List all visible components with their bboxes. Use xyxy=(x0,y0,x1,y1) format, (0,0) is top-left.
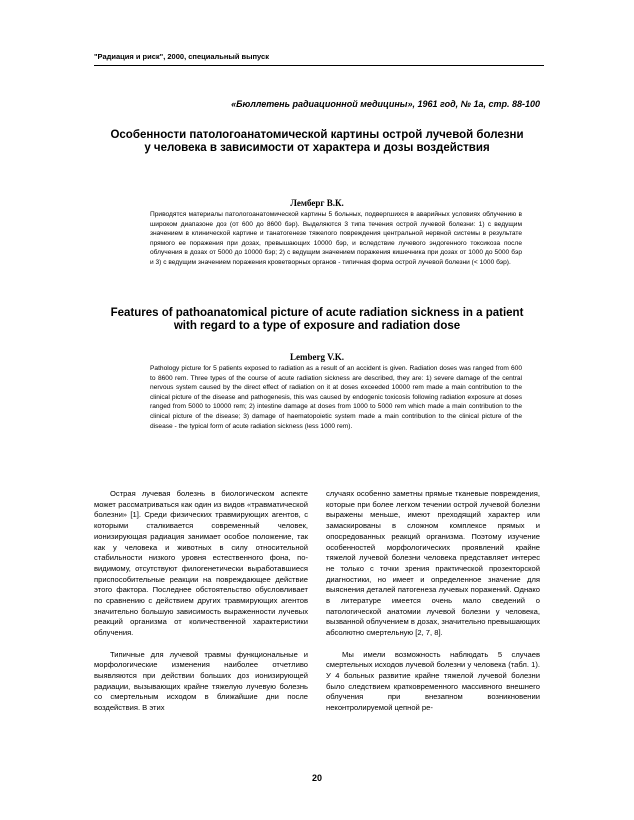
body-paragraph: Мы имели возможность наблюдать 5 случаев смертельных исходов лучевой болезни у человека (табл. 1). У 4 больных развитие крайне тяжелой лучевой болезни было следствием кратковременного массивного внешнего облучения при внезапном возникновении неконтролируемой цепной ре- xyxy=(326,649,540,713)
body-column-left xyxy=(94,489,308,714)
english-author: Lemberg V.K. xyxy=(290,352,344,362)
running-header: "Радиация и риск", 2000, специальный выпуск xyxy=(94,52,269,61)
russian-title: Особенности патологоанатомической картины острой лучевой болезни у человека в зависимости от характера и дозы воздействия xyxy=(110,129,524,154)
body-paragraph: Острая лучевая болезнь в биологическом аспекте может рассматриваться как один из видов «травматической болезни» [1]. Среди физических травмирующих агентов, с которыми сталкивается современный человек, ионизирующая радиация занимает особое положение, так как у человека и животных в силу относительной стабильности низкого уровня естественного фона, по-видимому, отсутствуют филогенетически выработавшиеся приспособительные реакции на повреждающее действие этого фактора. Последнее обстоятельство обусловливает по сравнению с действием других травмирующих агентов значительно большую зависимость выраженности лучевых реакций организма от количественной характеристики облучения. xyxy=(94,489,308,638)
source-citation: «Бюллетень радиационной медицины», 1961 год, № 1а, стр. 88-100 xyxy=(231,99,540,109)
header-rule xyxy=(94,65,544,66)
english-title: Features of pathoanatomical picture of acute radiation sickness in a patient with regard to a type of exposure and radiation dose xyxy=(110,307,524,332)
body-paragraph: случаях особенно заметны прямые тканевые повреждения, которые при более легком течении острой лучевой болезни выражены меньше, имеют преходящий характер или замаскированы в сложном комплексе прямых и опосредованных реакций организма. Поэтому изучение особенностей морфологических проявлений крайне тяжелой лучевой болезни человека представляет интерес не только с точки зрения практической прозекторской диагностики, но имеет и определенное значение для выяснения деталей патогенеза лучевых поражений. Однако в литературе имеется очень мало сведений о патологической анатомии лучевой болезни у человека, вызванной облучением в дозах, значительно превышающих абсолютно смертельную [2, 7, 8]. xyxy=(326,489,540,638)
body-column-right xyxy=(326,489,540,714)
russian-author: Лемберг В.К. xyxy=(290,198,344,208)
page-number: 20 xyxy=(311,773,322,783)
russian-abstract: Приводятся материалы патологоанатомической картины 5 больных, подвергшихся в аварийных условиях облучению в широком диапазоне доз (от 600 до 8600 бэр). Выделяются 3 типа течения острой лучевой болезни: 1) с ведущим значением в клинической картине и танатогенезе тяжелого повреждения центральной нервной системы в результате прямого ее поражения при дозах, превышающих 10000 бэр, и вследствие лучевого эндогенного токсикоза после облучения в дозах от 5000 до 10000 бэр; 2) с ведущим значением поражения кишечника при дозах от 1000 до 5000 бэр и 3) с ведущим значением поражения кроветворных органов - типичная форма острой лучевой болезни (< 1000 бэр). xyxy=(150,211,522,266)
body-paragraph: Типичные для лучевой травмы функциональные и морфологические изменения наиболее отчетливо выявляются при действии больших доз ионизирующей радиации, вызывающих крайне тяжелую лучевую болезнь со смертельным исходом в ближайшие дни после воздействия. В этих xyxy=(94,649,308,713)
english-abstract: Pathology picture for 5 patients exposed to radiation as a result of an accident is given. Radiation doses was ranged from 600 to 8600 rem. Three types of the course of acute radiation sickness are described, they are: 1) severe damage of the central nervous system caused by the direct effect of radiation on it at doses exceeded 10000 rem made a main contribution to the clinical picture of the disease and pathogenesis, this was caused by endogenic toxicosis following radiation exposure at doses ranged from 5000 to 10000 rem; 2) intestine damage at doses from 1000 to 5000 rem which made a main contribution to the clinical picture of the disease; 3) damage of haematopoietic system made a main contribution to the clinical picture of the disease - the typical form of acute radiation sickness (less 1000 rem). xyxy=(150,365,522,430)
